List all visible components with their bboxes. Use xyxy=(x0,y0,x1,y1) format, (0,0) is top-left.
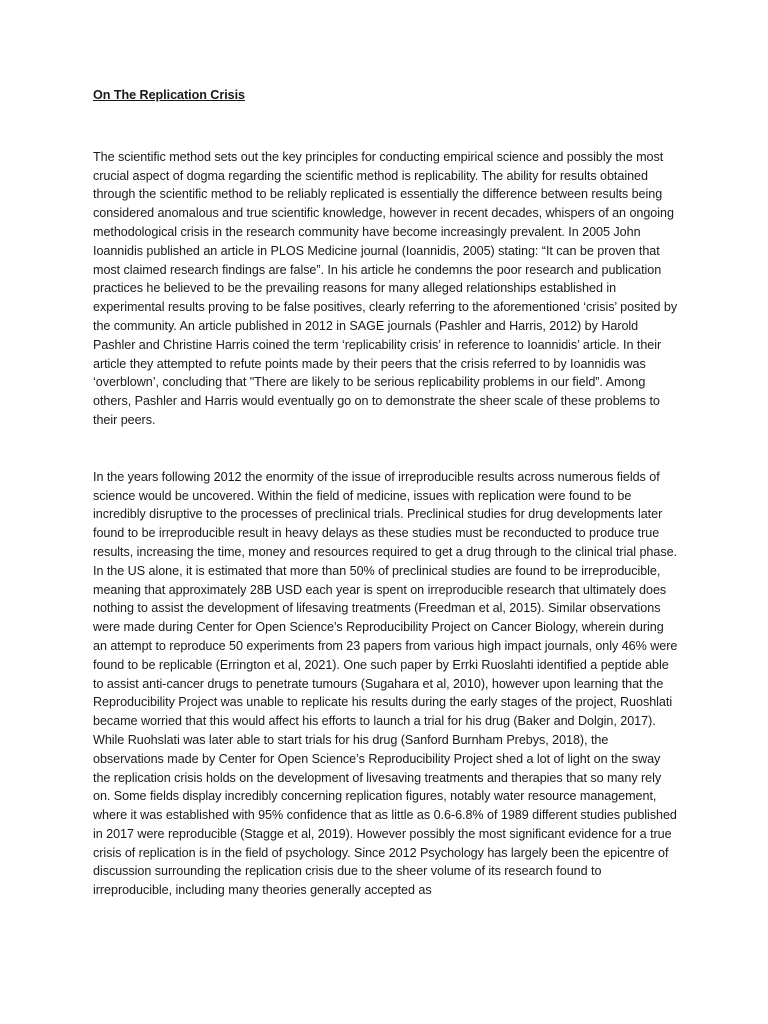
paragraph-2: In the years following 2012 the enormity of the issue of irreproducible results across numerous fields of science would be uncovered. Within the field of medicine, issues with replication were found to be incredibly disruptive to the processes of preclinical trials. Preclinical studies for drug developments later found to be irreproducible result in heavy delays as these studies must be reconducted to produce true results, increasing the time, money and resources required to get a drug through to the clinical trial phase. In the US alone, it is estimated that more than 50% of preclinical studies are found to be irreproducible, meaning that approximately 28B USD each year is spent on irreproducible research that ultimately does nothing to assist the development of lifesaving treatments (Freedman et al, 2015). Similar observations were made during Center for Open Science’s Reproducibility Project on Cancer Biology, wherein during an attempt to reproduce 50 experiments from 23 papers from various high impact journals, only 46% were found to be replicable (Errington et al, 2021). One such paper by Errki Ruoslahti identified a peptide able to assist anti-cancer drugs to penetrate tumours (Sugahara et al, 2010), however upon learning that the Reproducibility Project was unable to replicate his results during the early stages of the project, Ruoshlati became worried that this would affect his efforts to launch a trial for his drug (Baker and Dolgin, 2017). While Ruohslati was later able to start trials for his drug (Sanford Burnham Prebys, 2018), the observations made by Center for Open Science’s Reproducibility Project shed a lot of light on the sway the replication crisis holds on the development of livesaving treatments and therapies that so many rely on. Some fields display incredibly concerning replication figures, notably water resource management, where it was established with 95% confidence that as little as 0.6-6.8% of 1989 different studies published in 2017 were reproducible (Stagge et al, 2019). However possibly the most significant evidence for a true crisis of replication is in the field of psychology. Since 2012 Psychology has largely been the epicentre of discussion surrounding the replication crisis due to the sheer volume of its research found to irreproducible, including many theories generally accepted as xyxy=(93,469,678,898)
paragraph-1: The scientific method sets out the key principles for conducting empirical science and possibly the most crucial aspect of dogma regarding the scientific method is replicability. The ability for results obtained through the scientific method to be reliably replicated is essentially the difference between results being considered anomalous and true scientific knowledge, however in recent decades, whispers of an ongoing methodological crisis in the research community have become increasingly prevalent. In 2005 John Ioannidis published an article in PLOS Medicine journal (Ioannidis, 2005) stating: “It can be proven that most claimed research findings are false”. In his article he condemns the poor research and publication practices he believed to be the prevailing reasons for many alleged relationships established in experimental results proving to be false positives, clearly referring to the aforementioned ‘crisis’ posited by the community. An article published in 2012 in SAGE journals (Pashler and Harris, 2012) by Harold Pashler and Christine Harris coined the term ‘replicability crisis’ in reference to Ioannidis’ article. In their article they attempted to refute points made by their peers that the crisis referred to by Ioannidis was ‘overblown’, concluding that "There are likely to be serious replicability problems in our field”. Among others, Pashler and Harris would eventually go on to demonstrate the sheer scale of these problems to their peers. xyxy=(93,149,678,427)
document-page xyxy=(93,86,678,900)
document-title: On The Replication Crisis xyxy=(93,88,246,102)
